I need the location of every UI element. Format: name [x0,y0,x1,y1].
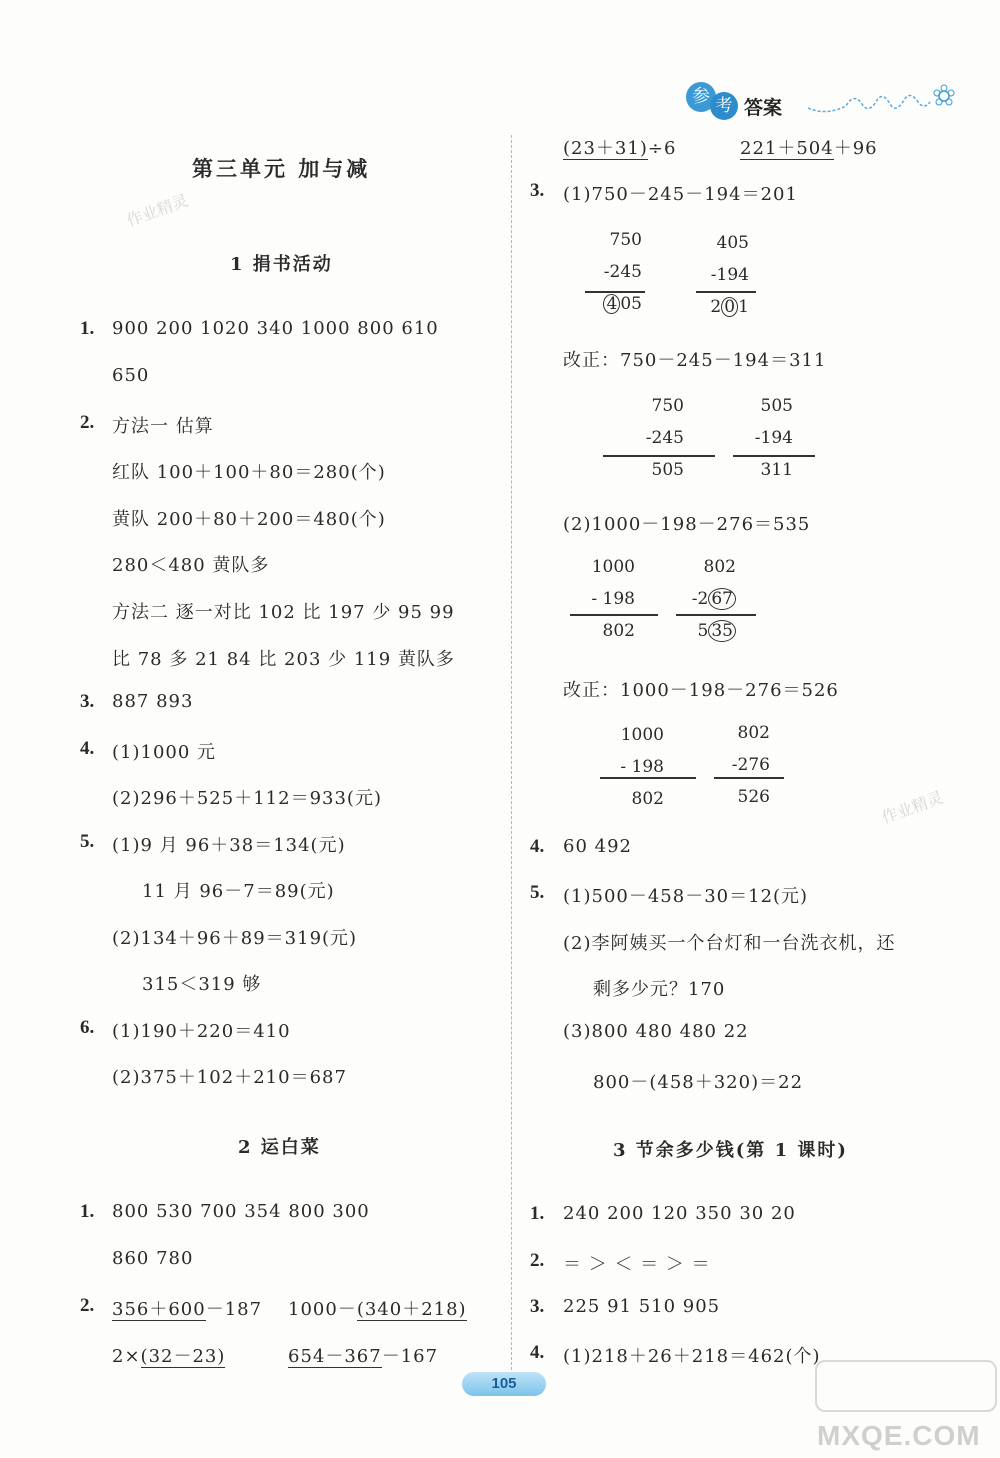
rq3-number: 3. [530,180,545,201]
q2-line-4: 280＜480 黄队多 [112,555,270,576]
rq5-line-3: 剩多少元？170 [593,979,726,1000]
rq3-line-2: (2)1000－198－276＝535 [563,514,811,535]
q6-line-1: (1)190＋220＝410 [112,1021,291,1042]
rq5-line-4: (3)800 480 480 22 [563,1021,749,1042]
r2-expr-d-underlined: 654－367 [288,1346,382,1367]
r2-expr-a-underlined: 356＋600 [112,1299,206,1320]
header-swirl-icon [806,82,956,118]
watermark-logo-box [815,1360,997,1412]
vcalc-2-circled-digit: 0 [721,297,738,317]
vcalc-8-rule [714,777,784,779]
r2-expr-b-underlined: (340＋218) [356,1299,467,1320]
vcalc-8-top: 802 [737,723,770,743]
vcalc-4-rule [733,455,815,457]
t3-number: 3. [530,1296,545,1317]
vcalc-2-result-left: 2 [710,297,722,317]
correction-2: 改正：1000－198－276＝526 [563,680,839,701]
vcalc-1-result [585,288,642,320]
rq5-line-2: (2)李阿姨买一个台灯和一台洗衣机，还 [563,933,896,954]
q5-line-2: 11 月 96－7＝89(元) [142,881,335,902]
r2-expr-a [112,1295,262,1321]
right-top-expr-a [563,134,676,160]
q2-line-2: 红队 100＋100＋80＝280(个) [112,462,386,483]
vcalc-4-result: 311 [760,460,793,480]
r2-expr-b-pre: 1000－ [288,1299,357,1320]
q1-line-2: 650 [112,365,150,386]
t1-line-1: 240 200 120 350 30 20 [563,1203,796,1224]
right-top-expr-b [740,134,878,160]
vcalc-3-mid: -245 [645,428,684,448]
right-top-expr-a-underlined: (23＋31) [563,138,648,159]
badge-circle-1: 参 [686,82,716,112]
right-top-expr-b-underlined: 221＋504 [740,138,834,159]
q5-line-4: 315＜319 够 [142,974,262,995]
r2-expr-c-underlined: (32－23) [140,1346,226,1367]
section-3-title: 3 节余多少钱(第 1 课时) [613,1140,848,1161]
t2-number: 2. [530,1250,545,1271]
vcalc-5-rule [570,614,658,616]
rq5-line-5: 800－(458＋320)＝22 [593,1072,804,1093]
vcalc-2-result-right: 1 [738,297,749,317]
q2-line-3: 黄队 200＋80＋200＝480(个) [112,509,386,530]
rq5-number: 5. [530,882,545,903]
q5-line-3: (2)134＋96＋89＝319(元) [112,928,358,949]
t3-line-1: 225 91 510 905 [563,1296,721,1317]
rq5-line-1: (1)500－458－30＝12(元) [563,886,809,907]
watermark-2: 作业精灵 [879,787,946,828]
vcalc-6-mid-left: -2 [691,589,709,609]
vcalc-7-result: 802 [631,789,664,809]
vcalc-6-rule [676,614,756,616]
r2-expr-b [288,1295,467,1321]
q4-number: 4. [80,738,95,759]
column-divider [511,135,512,1370]
vcalc-4-top: 505 [760,396,793,416]
rq3-line-1: (1)750－245－194＝201 [563,184,798,205]
r1-line-2: 860 780 [112,1248,194,1269]
vcalc-1-mid: -245 [603,262,642,282]
vcalc-3-result: 505 [651,460,684,480]
t4-line-1: (1)218＋26＋218＝462(个) [563,1346,821,1367]
q5-line-1: (1)9 月 96＋38＝134(元) [112,835,346,856]
q3-line-1: 887 893 [112,691,194,712]
vcalc-2-result [696,291,749,323]
vcalc-7 [612,719,664,815]
vcalc-1-result-rest: 05 [620,294,642,314]
vcalc-1-circled-digit: 4 [603,294,620,314]
vcalc-7-mid: - 198 [620,757,664,777]
r2-expr-d [288,1342,438,1368]
vcalc-5-mid: - 198 [591,589,635,609]
vcalc-6-result-left: 5 [697,621,709,641]
watermark-logo-text: MXQE.COM [817,1420,981,1451]
watermark-logo [815,1360,995,1455]
vcalc-2-top: 405 [716,233,749,253]
watermark-1: 作业精灵 [124,190,191,231]
vcalc-6 [686,551,736,647]
rq4-number: 4. [530,836,545,857]
header-label: 答案 [744,97,783,119]
t1-number: 1. [530,1203,545,1224]
r1-line-1: 800 530 700 354 800 300 [112,1201,370,1222]
vcalc-3-top: 750 [651,396,684,416]
vcalc-4 [745,390,793,486]
badge-circle-2: 考 [710,92,738,120]
vcalc-6-top: 802 [703,557,736,577]
right-top-expr-a-rest: ÷6 [647,138,677,159]
vcalc-2-mid: -194 [710,265,749,285]
q3-number: 3. [80,691,95,712]
q1-line-1: 900 200 1020 340 1000 800 610 [112,318,439,339]
r2-number: 2. [80,1295,95,1316]
vcalc-3 [640,390,684,486]
page-number-badge [462,1372,546,1396]
r2-expr-a-rest: －187 [205,1299,263,1320]
q2-line-5: 方法二 逐一对比 102 比 197 少 95 99 [112,602,455,623]
vcalc-2-rule [696,291,756,293]
vcalc-8-mid: -276 [731,755,770,775]
vcalc-6-circled-digits: 67 [708,588,736,610]
vcalc-5-result: 802 [602,621,635,641]
vcalc-7-top: 1000 [620,725,664,745]
q6-number: 6. [80,1017,95,1038]
vcalc-1 [585,224,642,320]
q4-line-2: (2)296＋525＋112＝933(元) [112,788,382,809]
r1-number: 1. [80,1201,95,1222]
vcalc-5-top: 1000 [591,557,635,577]
q1-number: 1. [80,318,95,339]
vcalc-3-rule [603,455,715,457]
vcalc-1-top: 750 [609,230,642,250]
vcalc-8 [724,717,770,813]
vcalc-7-rule [600,777,696,779]
section-2-title: 2 运白菜 [238,1137,321,1158]
q2-number: 2. [80,412,95,433]
vcalc-1-rule [585,291,645,293]
vcalc-6-result [686,615,736,647]
vcalc-5 [585,551,635,647]
header-badge [686,80,956,120]
vcalc-8-result: 526 [737,787,770,807]
r2-expr-c-pre: 2× [112,1346,141,1367]
page-number: 105 [491,1375,517,1392]
r2-expr-d-rest: －167 [381,1346,439,1367]
q2-line-6: 比 78 多 21 84 比 203 少 119 黄队多 [112,649,455,670]
vcalc-6-mid [686,583,736,615]
right-top-expr-b-rest: ＋96 [833,138,878,159]
r2-expr-c [112,1342,225,1368]
section-1-title: 1 捐书活动 [230,254,333,275]
vcalc-2 [696,227,749,323]
t2-line-1: ＝ ＞ ＜ ＝ ＞ ＝ [563,1254,711,1275]
q2-line-1: 方法一 估算 [112,416,214,437]
t4-number: 4. [530,1342,545,1363]
correction-1: 改正：750－245－194＝311 [563,350,827,371]
q5-number: 5. [80,831,95,852]
rq4-line-1: 60 492 [563,836,632,857]
vcalc-4-mid: -194 [754,428,793,448]
unit-title: 第三单元 加与减 [192,156,371,181]
q4-line-1: (1)1000 元 [112,742,217,763]
vcalc-6-circled-result: 35 [708,620,736,642]
q6-line-2: (2)375＋102＋210＝687 [112,1067,347,1088]
